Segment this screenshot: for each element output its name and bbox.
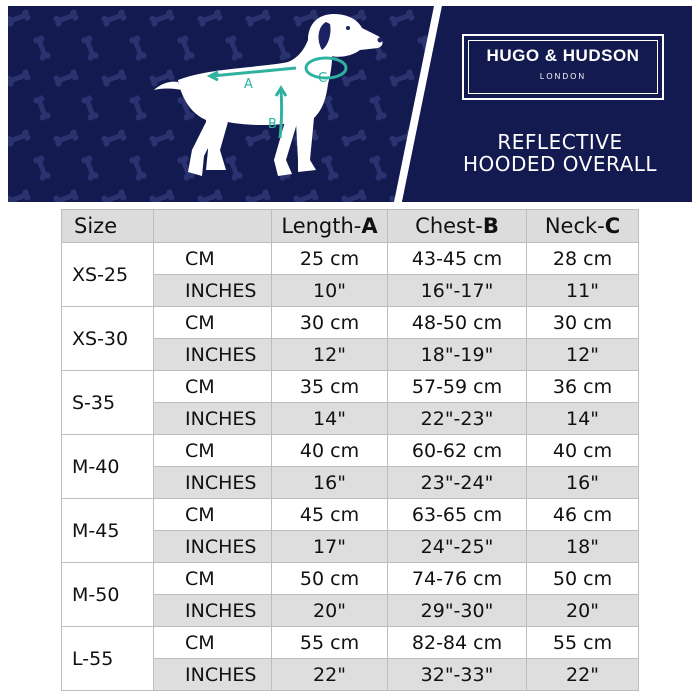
neck-cell: 40 cm [527, 435, 639, 467]
size-cell: M-40 [62, 435, 154, 499]
header-chest-letter: B [482, 214, 499, 238]
label-b: B [268, 117, 277, 132]
neck-cell: 12" [527, 339, 639, 371]
table-row [62, 499, 639, 531]
header-unit [154, 210, 272, 243]
length-cell: 45 cm [272, 499, 388, 531]
chest-cell: 32"-33" [388, 659, 527, 691]
chest-cell: 48-50 cm [388, 307, 527, 339]
length-cell: 14" [272, 403, 388, 435]
length-cell: 40 cm [272, 435, 388, 467]
length-cell: 12" [272, 339, 388, 371]
size-cell: S-35 [62, 371, 154, 435]
header-length [272, 210, 388, 243]
neck-cell: 30 cm [527, 307, 639, 339]
table-header-row [62, 210, 639, 243]
product-title-line1: REFLECTIVE [497, 130, 623, 154]
neck-cell: 55 cm [527, 627, 639, 659]
dog-nose-icon [378, 38, 383, 43]
length-cell: 55 cm [272, 627, 388, 659]
table-row [62, 563, 639, 595]
neck-cell: 14" [527, 403, 639, 435]
chest-cell: 18"-19" [388, 339, 527, 371]
dog-silhouette-icon [154, 14, 383, 176]
length-cell: 22" [272, 659, 388, 691]
neck-cell: 18" [527, 531, 639, 563]
product-title-line2: HOODED OVERALL [462, 152, 658, 176]
chest-cell: 24"-25" [388, 531, 527, 563]
dog-eye-icon [346, 26, 350, 30]
length-cell: 16" [272, 467, 388, 499]
size-cell: XS-25 [62, 243, 154, 307]
chest-cell: 82-84 cm [388, 627, 527, 659]
length-cell: 25 cm [272, 243, 388, 275]
chest-cell: 16"-17" [388, 275, 527, 307]
chest-cell: 43-45 cm [388, 243, 527, 275]
table-row [62, 371, 639, 403]
chest-cell: 63-65 cm [388, 499, 527, 531]
size-cell: M-50 [62, 563, 154, 627]
length-cell: 30 cm [272, 307, 388, 339]
neck-cell: 50 cm [527, 563, 639, 595]
unit-cell: CM [154, 307, 272, 339]
table-row [62, 627, 639, 659]
header-neck [527, 210, 639, 243]
chest-measure-line [280, 90, 282, 138]
unit-cell: CM [154, 243, 272, 275]
header-banner [8, 6, 692, 202]
length-cell: 10" [272, 275, 388, 307]
brand-location: LONDON [539, 72, 587, 81]
header-chest-prefix: Chest- [415, 214, 483, 238]
unit-cell: INCHES [154, 595, 272, 627]
unit-cell: CM [154, 627, 272, 659]
chest-cell: 22"-23" [388, 403, 527, 435]
chest-cell: 57-59 cm [388, 371, 527, 403]
size-chart-table [61, 209, 639, 691]
header-neck-letter: C [604, 214, 621, 238]
neck-cell: 16" [527, 467, 639, 499]
unit-cell: CM [154, 371, 272, 403]
header-neck-prefix: Neck- [544, 214, 605, 238]
size-cell: XS-30 [62, 307, 154, 371]
table-row [62, 435, 639, 467]
chest-cell: 60-62 cm [388, 435, 527, 467]
table-row [62, 307, 639, 339]
unit-cell: INCHES [154, 403, 272, 435]
brand-name: HUGO & HUDSON [486, 46, 640, 65]
label-a: A [244, 77, 253, 92]
chest-cell: 74-76 cm [388, 563, 527, 595]
dog-measurement-diagram [148, 10, 398, 200]
unit-cell: INCHES [154, 467, 272, 499]
brand-logo [462, 34, 664, 100]
unit-cell: INCHES [154, 275, 272, 307]
unit-cell: CM [154, 563, 272, 595]
header-chest [388, 210, 527, 243]
unit-cell: INCHES [154, 659, 272, 691]
header-size: Size [62, 210, 154, 243]
unit-cell: CM [154, 499, 272, 531]
chest-cell: 23"-24" [388, 467, 527, 499]
header-length-letter: A [361, 214, 378, 238]
size-cell: L-55 [62, 627, 154, 691]
unit-cell: INCHES [154, 339, 272, 371]
neck-cell: 36 cm [527, 371, 639, 403]
chest-cell: 29"-30" [388, 595, 527, 627]
size-cell: M-45 [62, 499, 154, 563]
length-cell: 35 cm [272, 371, 388, 403]
neck-cell: 11" [527, 275, 639, 307]
header-length-prefix: Length- [281, 214, 362, 238]
unit-cell: CM [154, 435, 272, 467]
neck-cell: 28 cm [527, 243, 639, 275]
label-c: C [318, 71, 328, 86]
table-row [62, 243, 639, 275]
length-cell: 50 cm [272, 563, 388, 595]
length-cell: 20" [272, 595, 388, 627]
length-cell: 17" [272, 531, 388, 563]
neck-cell: 22" [527, 659, 639, 691]
neck-cell: 46 cm [527, 499, 639, 531]
unit-cell: INCHES [154, 531, 272, 563]
neck-cell: 20" [527, 595, 639, 627]
